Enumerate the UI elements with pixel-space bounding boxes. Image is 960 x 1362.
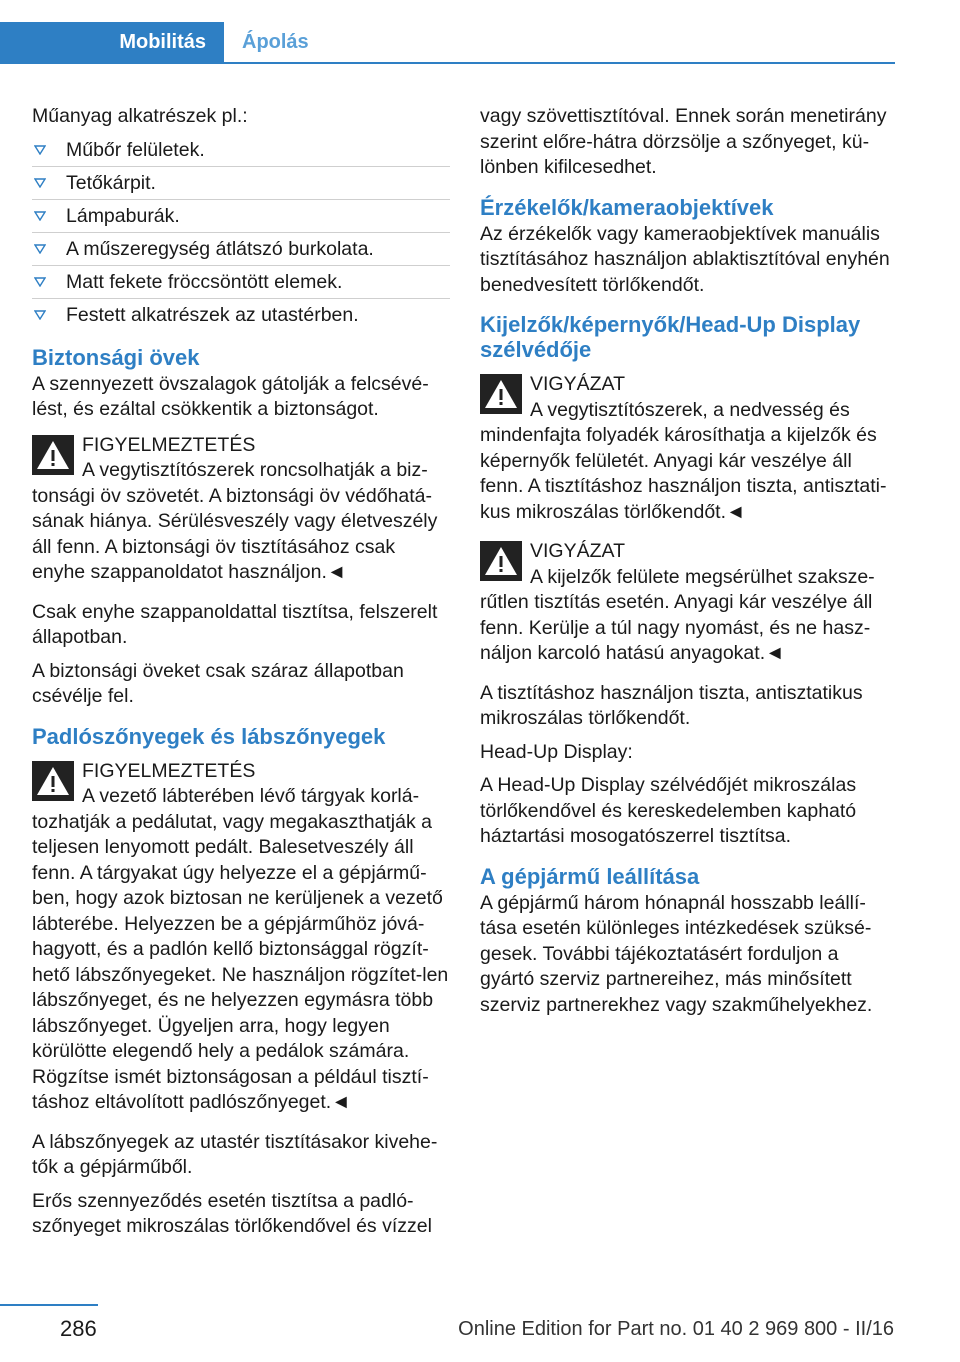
- sensors-text: Az érzékelők vagy kameraobjektívek manuális tisztításához használjon ablaktisztítóval enyhén benedvesített törlőkendőt.: [480, 222, 890, 296]
- warning-body: tonsági öv szövetét. A biztonsági öv védőhatá‐sának hiánya. Sérülésveszély vagy életveszély áll fenn. A biztonsági öv tisztításához csak enyhe szappanoldatot használjon.◄: [32, 484, 438, 583]
- warning-seatbelts: [32, 433, 450, 586]
- seatbelts-paragraph-3: A biztonsági öveket csak száraz állapotban csévélje fel.: [32, 659, 404, 707]
- tab-apolas[interactable]: [224, 22, 309, 62]
- warning-body-first: A vezető lábterében lévő tárgyak korlá‐: [82, 785, 420, 807]
- list-item-text: Festett alkatrészek az utastérben.: [66, 303, 359, 326]
- seatbelts-paragraph-2: Csak enyhe szappanoldattal tisztítsa, felszerelt állapotban.: [32, 600, 438, 648]
- triangle-bullet-icon: [34, 178, 46, 188]
- tab-active-label: Mobilitás: [119, 30, 206, 53]
- plastic-parts-list: [32, 134, 450, 331]
- page-number: 286: [60, 1316, 97, 1341]
- warning-title: FIGYELMEZTETÉS: [82, 433, 256, 456]
- warning-triangle-icon: [480, 541, 522, 581]
- caution-title: VIGYÁZAT: [530, 540, 625, 562]
- heading-parking: A gépjármű leállítása: [480, 863, 700, 889]
- list-item-text: Lámpaburák.: [66, 204, 180, 227]
- heading-sensors: Érzékelők/kameraobjektívek: [480, 194, 774, 220]
- floor-mats-paragraph-1: A lábszőnyegek az utastér tisztításakor kivehe‐tők a gépjárműből.: [32, 1130, 438, 1178]
- caution-body: rűtlen tisztítás esetén. Anyagi kár veszélye áll fenn. Kerülje a túl nagy nyomást, és ne hasz‐náljon karcoló hatású anyagokat.◄: [480, 591, 873, 664]
- floor-mats-paragraph-2: Erős szennyeződés esetén tisztítsa a padló‐szőnyeget mikroszálas törlőkendővel és vízzel: [32, 1189, 432, 1237]
- triangle-bullet-icon: [34, 277, 46, 287]
- heading-floor-mats: Padlószőnyegek és lábszőnyegek: [32, 723, 386, 749]
- continued-text: vagy szövettisztítóval. Ennek során menetirány szerint előre-hátra dörzsölje a szőnyeget, kü‐lönben kifilcesedhet.: [480, 105, 887, 178]
- list-item: [32, 266, 450, 299]
- page-number-rule: [0, 1304, 98, 1306]
- triangle-bullet-icon: [34, 244, 46, 254]
- warning-triangle-icon: [32, 435, 74, 475]
- displays-paragraph-3: A Head-Up Display szélvédőjét mikroszálas törlőkendővel és kereskedelemben kapható háztartási mosogatószerrel tisztítsa.: [480, 774, 857, 847]
- triangle-bullet-icon: [34, 211, 46, 221]
- warning-floor-mats: [32, 759, 450, 1116]
- parking-text: A gépjármű három hónapnál hosszabb leállí‐tása esetén különleges intézkedések szüksé‐gesek. További tájékoztatásért forduljon a gyártó szerviz partnereihez, más minősített szerviz partnerekhez vagy szakműhelyekhez.: [480, 891, 873, 1016]
- intro-text: Műanyag alkatrészek pl.:: [32, 105, 248, 127]
- warning-triangle-icon: [32, 761, 74, 801]
- tab-inactive-label: Ápolás: [242, 30, 309, 53]
- triangle-bullet-icon: [34, 310, 46, 320]
- triangle-bullet-icon: [34, 145, 46, 155]
- edition-footer: Online Edition for Part no. 01 40 2 969 800 - II/16: [458, 1318, 894, 1340]
- list-item-text: Műbőr felületek.: [66, 138, 205, 161]
- caution-displays-1: [480, 372, 898, 525]
- caution-body-first: A vegytisztítószerek, a nedvesség és: [530, 398, 850, 421]
- list-item-text: A műszeregység átlátszó burkolata.: [66, 237, 374, 260]
- caution-displays-2: [480, 539, 898, 667]
- list-item: [32, 134, 450, 167]
- right-column: [480, 104, 898, 1026]
- heading-displays: Kijelzők/képernyők/Head-Up Display szélvédője: [480, 312, 861, 362]
- list-item-text: Tetőkárpit.: [66, 171, 156, 194]
- caution-body-first: A kijelzők felülete megsérülhet szaksze‐: [530, 565, 875, 588]
- list-item-text: Matt fekete fröccsöntött elemek.: [66, 270, 343, 293]
- displays-paragraph-1: A tisztításhoz használjon tiszta, antisztatikus mikroszálas törlőkendőt.: [480, 681, 863, 729]
- warning-title: FIGYELMEZTETÉS: [82, 759, 256, 782]
- seatbelts-text: A szennyezett övszalagok gátolják a felcsévélést, és ezáltal csökkentik a biztonságot.: [32, 372, 429, 420]
- warning-body-first: A vegytisztítószerek roncsolhatják a biz‐: [82, 459, 428, 481]
- heading-seatbelts: Biztonsági övek: [32, 344, 200, 370]
- tab-mobilitas[interactable]: [0, 22, 224, 62]
- caution-body: mindenfajta folyadék károsíthatja a kijelzők és képernyők felületét. Anyagi kár veszélye áll fenn. A tisztításhoz használjon tiszta, antisztati‐kus mikroszálas törlőkendőt.◄: [480, 424, 887, 523]
- left-column: [32, 104, 450, 1248]
- warning-body: tozhatják a pedálutat, vagy megakaszthatják a teljesen lenyomott pedált. Balesetveszély áll fenn. A tárgyakat úgy helyezze el a gépjármű‐ben, hogy azok biztosan ne kerüljenek a vezető lábterébe. Helyezzen be a gépjárműhöz jóvá‐hagyott, és a padlón kellő biztonsággal rögzít‐hető lábszőnyegeket. Ne használjon rögzítet‐len lábszőnyeget, és ne helyezzen egymásra több lábszőnyeget. Ügyeljen arra, hogy legyen körülötte elegendő hely a pedálok számára. Rögzítse ismét biztonságosan a például tisztí‐táshoz eltávolított padlószőnyeget.◄: [32, 810, 449, 1113]
- caution-title: VIGYÁZAT: [530, 373, 625, 395]
- list-item: [32, 233, 450, 266]
- list-item: [32, 200, 450, 233]
- displays-paragraph-2: Head-Up Display:: [480, 740, 633, 763]
- list-item: [32, 167, 450, 200]
- warning-triangle-icon: [480, 374, 522, 414]
- list-item: [32, 299, 450, 331]
